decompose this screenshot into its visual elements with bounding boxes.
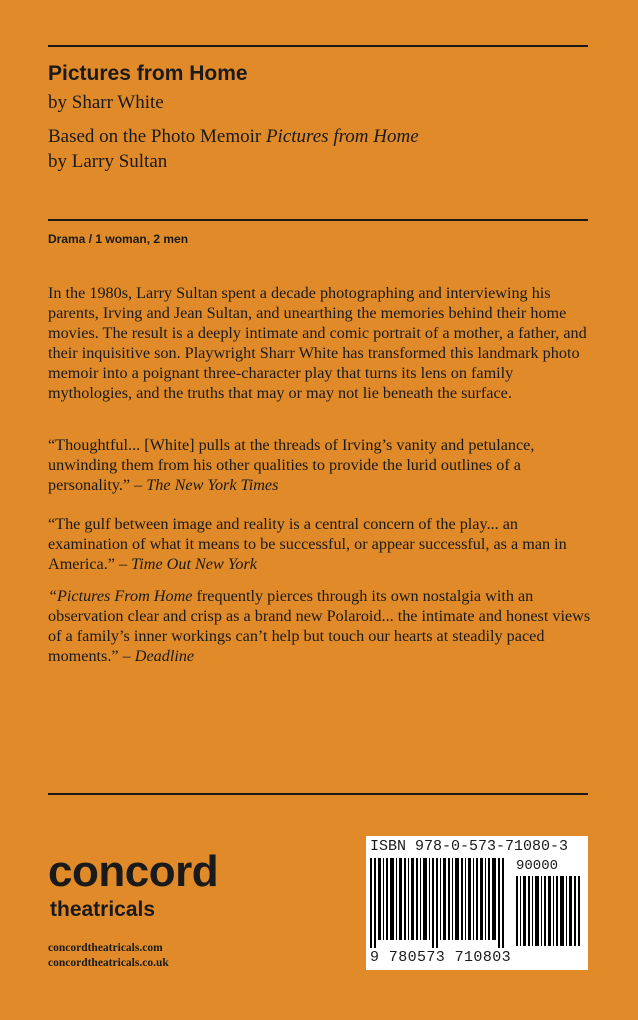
price-barcode-bars <box>516 876 582 946</box>
quote-deadline: “Pictures From Home frequently pierces through its own nostalgia with an observation clear and crisp as a brand new Polaroid... the intimate and honest views of a family’s inner workings can’t help but touch our hearts at steadily paced moments.” – Deadline <box>48 587 591 665</box>
based-on-title: Pictures from Home <box>265 126 419 147</box>
description-paragraph: In the 1980s, Larry Sultan spent a decade photographing and interviewing his parents, Irving and Jean Sultan, and unearthing the memories behind their home movies. The result is a deeply intimate and comic portrait of a mother, a father, and their inquisitive son. Playwright Sharr White has transformed this landmark photo memoir into a poignant three-character play that turns its lens on family mythologies, and the truths that may or may not lie beneath the surface. <box>48 284 587 402</box>
quote-text: “The gulf between image and reality is a central concern of the play... an examination of what it means to be successful, or appear successful, as a man in America.” <box>48 515 567 573</box>
byline: by Sharr White <box>48 92 164 113</box>
quote-text: frequently pierces through its own nostalgia with an observation clear and crisp as a brand new Polaroid... the intimate and honest views of a family’s inner workings can’t help but touch our hearts at steadily paced moments.” <box>48 587 591 665</box>
ean-number: 9 780573 710803 <box>370 949 512 966</box>
price-code: 90000 <box>516 858 559 874</box>
quote-source: Deadline <box>134 647 195 665</box>
publisher-logo-sub: theatricals <box>50 898 156 921</box>
quote-lead-title: “Pictures From Home <box>48 587 193 605</box>
quote-nyt: “Thoughtful... [White] pulls at the threads of Irving’s vanity and petulance, unwinding them from his other qualities to provide the lurid outlines of a personality.” – The New York Times <box>48 436 535 494</box>
genre-cast: Drama / 1 woman, 2 men <box>48 232 189 246</box>
quote-source: The New York Times <box>146 476 279 494</box>
publisher-url-com[interactable]: concordtheatricals.com <box>48 942 163 954</box>
book-title: Pictures from Home <box>48 62 248 85</box>
top-rule <box>48 45 588 47</box>
quote-source: Time Out New York <box>131 555 257 573</box>
based-on-prefix: Based on the Photo Memoir <box>48 126 266 147</box>
ean-barcode-bars <box>370 858 510 948</box>
publisher-url-uk[interactable]: concordtheatricals.co.uk <box>48 957 169 969</box>
publisher-logo: concord <box>48 847 219 896</box>
based-on-line <box>48 126 419 148</box>
isbn-label: ISBN 978-0-573-71080-3 <box>370 838 569 855</box>
footer-rule <box>48 793 588 795</box>
isbn-barcode <box>366 836 588 970</box>
quote-text: “Thoughtful... [White] pulls at the threads of Irving’s vanity and petulance, unwinding them from his other qualities to provide the lurid outlines of a personality.” <box>48 436 535 494</box>
based-on-author: by Larry Sultan <box>48 151 168 172</box>
header-rule <box>48 219 588 221</box>
quote-timeout: “The gulf between image and reality is a central concern of the play... an examination of what it means to be successful, or appear successful, as a man in America.” – Time Out New York <box>48 515 567 573</box>
